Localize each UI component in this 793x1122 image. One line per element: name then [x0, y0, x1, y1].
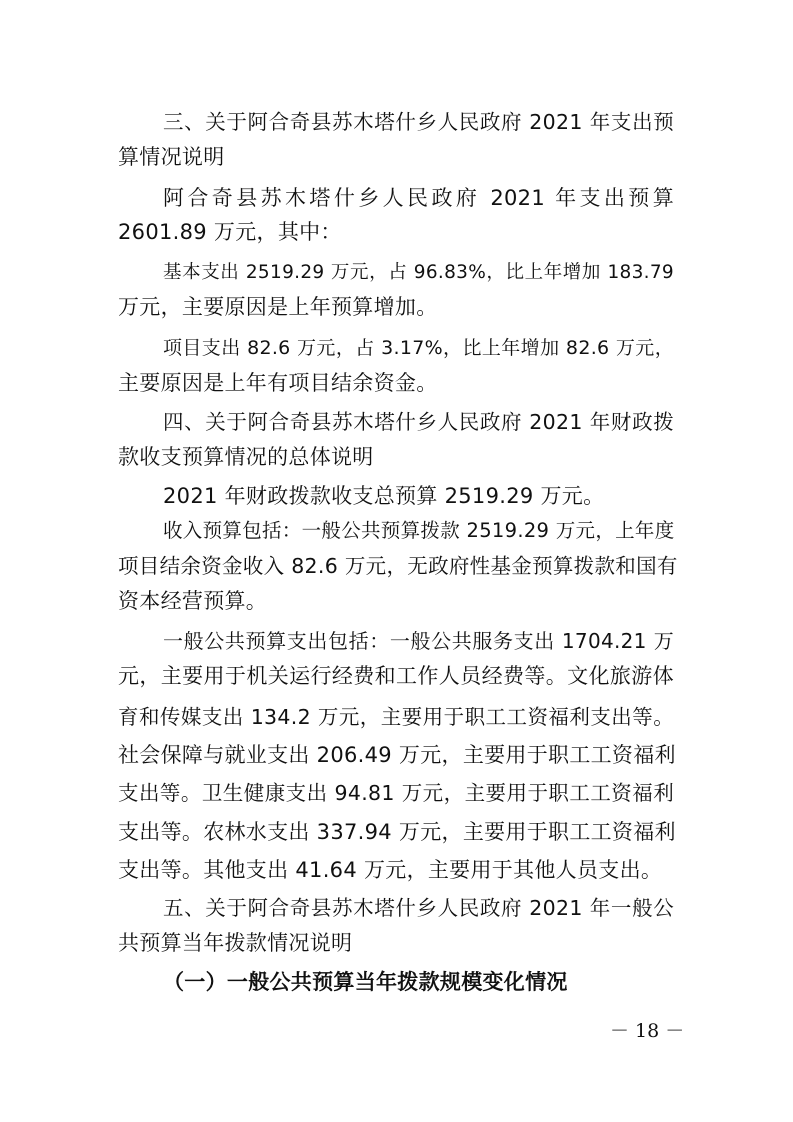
public-expenditure-line-3: 育和传媒支出 134.2 万元，主要用于职工工资福利支出等。	[118, 705, 674, 729]
public-expenditure-line-1: 一般公共预算支出包括：一般公共服务支出 1704.21 万	[163, 629, 674, 653]
total-expenditure-line-2: 2601.89 万元，其中：	[118, 220, 342, 244]
total-expenditure-line-1: 阿合奇县苏木塔什乡人民政府 2021 年支出预算	[163, 186, 674, 210]
page-number: － 18 －	[610, 1020, 685, 1042]
public-expenditure-line-2: 元，主要用于机关运行经费和工作人员经费等。文化旅游体	[118, 664, 674, 688]
project-expenditure-line-1: 项目支出 82.6 万元，占 3.17%，比上年增加 82.6 万元，	[163, 337, 674, 359]
revenue-budget-line-3: 资本经营预算。	[118, 589, 268, 613]
public-expenditure-line-4: 社会保障与就业支出 206.49 万元，主要用于职工工资福利	[118, 743, 676, 767]
fiscal-total-line: 2021 年财政拨款收支总预算 2519.29 万元。	[163, 484, 605, 508]
subsection-1-heading: （一）一般公共预算当年拨款规模变化情况	[163, 970, 568, 994]
section-4-heading-line-1: 四、关于阿合奇县苏木塔什乡人民政府 2021 年财政拨	[163, 410, 674, 434]
section-5-heading-line-1: 五、关于阿合奇县苏木塔什乡人民政府 2021 年一般公	[163, 896, 674, 920]
section-4-heading-line-2: 款收支预算情况的总体说明	[118, 445, 374, 469]
revenue-budget-line-1: 收入预算包括：一般公共预算拨款 2519.29 万元，上年度	[163, 519, 675, 542]
revenue-budget-line-2: 项目结余资金收入 82.6 万元，无政府性基金预算拨款和国有	[118, 554, 678, 578]
section-3-heading-line-1: 三、关于阿合奇县苏木塔什乡人民政府 2021 年支出预	[163, 110, 674, 134]
public-expenditure-line-7: 支出等。其他支出 41.64 万元，主要用于其他人员支出。	[118, 858, 663, 882]
public-expenditure-line-6: 支出等。农林水支出 337.94 万元，主要用于职工工资福利	[118, 820, 676, 844]
basic-expenditure-line-1: 基本支出 2519.29 万元，占 96.83%，比上年增加 183.79	[163, 262, 674, 283]
project-expenditure-line-2: 主要原因是上年有项目结余资金。	[118, 371, 438, 395]
basic-expenditure-line-2: 万元，主要原因是上年预算增加。	[118, 295, 438, 319]
public-expenditure-line-5: 支出等。卫生健康支出 94.81 万元，主要用于职工工资福利	[118, 781, 674, 805]
section-5-heading-line-2: 共预算当年拨款情况说明	[118, 931, 353, 955]
section-3-heading-line-2: 算情况说明	[118, 145, 225, 169]
